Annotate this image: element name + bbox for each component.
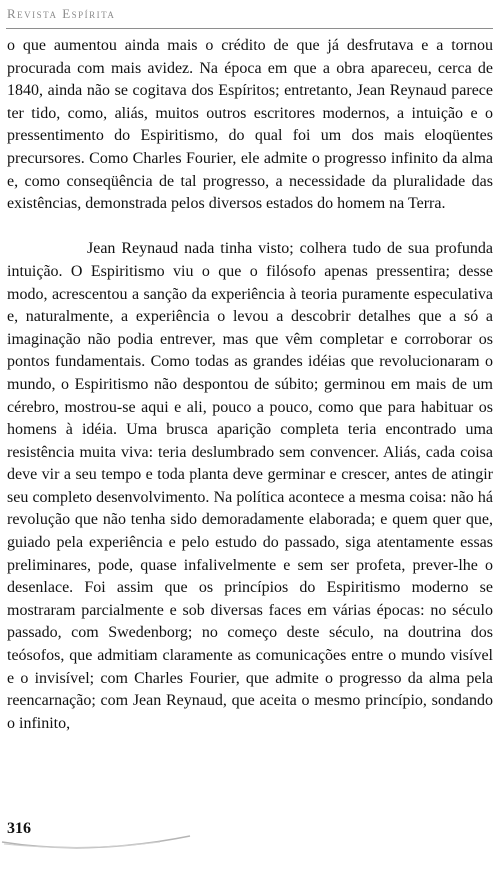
header-rule — [6, 28, 493, 29]
paragraph-1: o que aumentou ainda mais o crédito de que já desfrutava e a tornou procurada com mais avidez. Na época em que a obra apareceu, cerca de 1840, ainda não se cogitava dos Espíritos; entretanto, Jean Reynaud parece ter tido, como, aliás, muitos outros escritores modernos, a intuição e o pressentimento do Espiritismo, do qual foi um dos mais eloqüentes precursores. Como Charles Fourier, ele admite o progresso infinito da alma e, como conseqüência de tal progresso, a necessidade da pluralidade das existências, demonstrada pelos diversos estados do homem na Terra. — [7, 37, 493, 213]
decorative-swoosh — [0, 834, 200, 854]
running-header: Revista Espírita — [7, 6, 116, 21]
paragraph-2: Jean Reynaud nada tinha visto; colhera tudo de sua profunda intuição. O Espiritismo viu o que o filósofo apenas pressentira; desse modo, acrescentou a sanção da experiência à teoria puramente especulativa e, naturalmente, a experiência o levou a descobrir detalhes que a só a imaginação não podia entrever, mas que vêm completar e corroborar os pontos fundamentais. Como todas as grandes idéias que revolucionaram o mundo, o Espiritismo não despontou de súbito; germinou em mais de um cérebro, mostrou-se aqui e ali, pouco a pouco, como que para habituar os homens à idéia. Uma brusca aparição completa teria encontrado uma resistência muita viva: teria deslumbrado sem convencer. Aliás, cada coisa deve vir a seu tempo e toda planta deve germinar e crescer, antes de atingir seu completo desenvolvimento. Na política acontece a mesma coisa: não há revolução que não tenha sido demoradamente elaborada; e quem quer que, guiado pela experiência e pelo estudo do passado, siga atentamente essas preliminares, pode, quase infalivelmente e sem ser profeta, prever-lhe o desenlace. Foi assim que os princípios do Espiritismo moderno se mostraram parcialmente e sob diversas faces em várias épocas: no século passado, com Swedenborg; no começo deste século, na doutrina dos teósofos, que admitiam claramente as comunicações entre o mundo visível e o invisível; com Charles Fourier, que admite o progresso da alma pela reencarnação; com Jean Reynaud, que aceita o mesmo princípio, sondando o infinito, — [7, 240, 493, 732]
page-number: 316 — [7, 820, 31, 837]
body-text — [7, 35, 493, 735]
